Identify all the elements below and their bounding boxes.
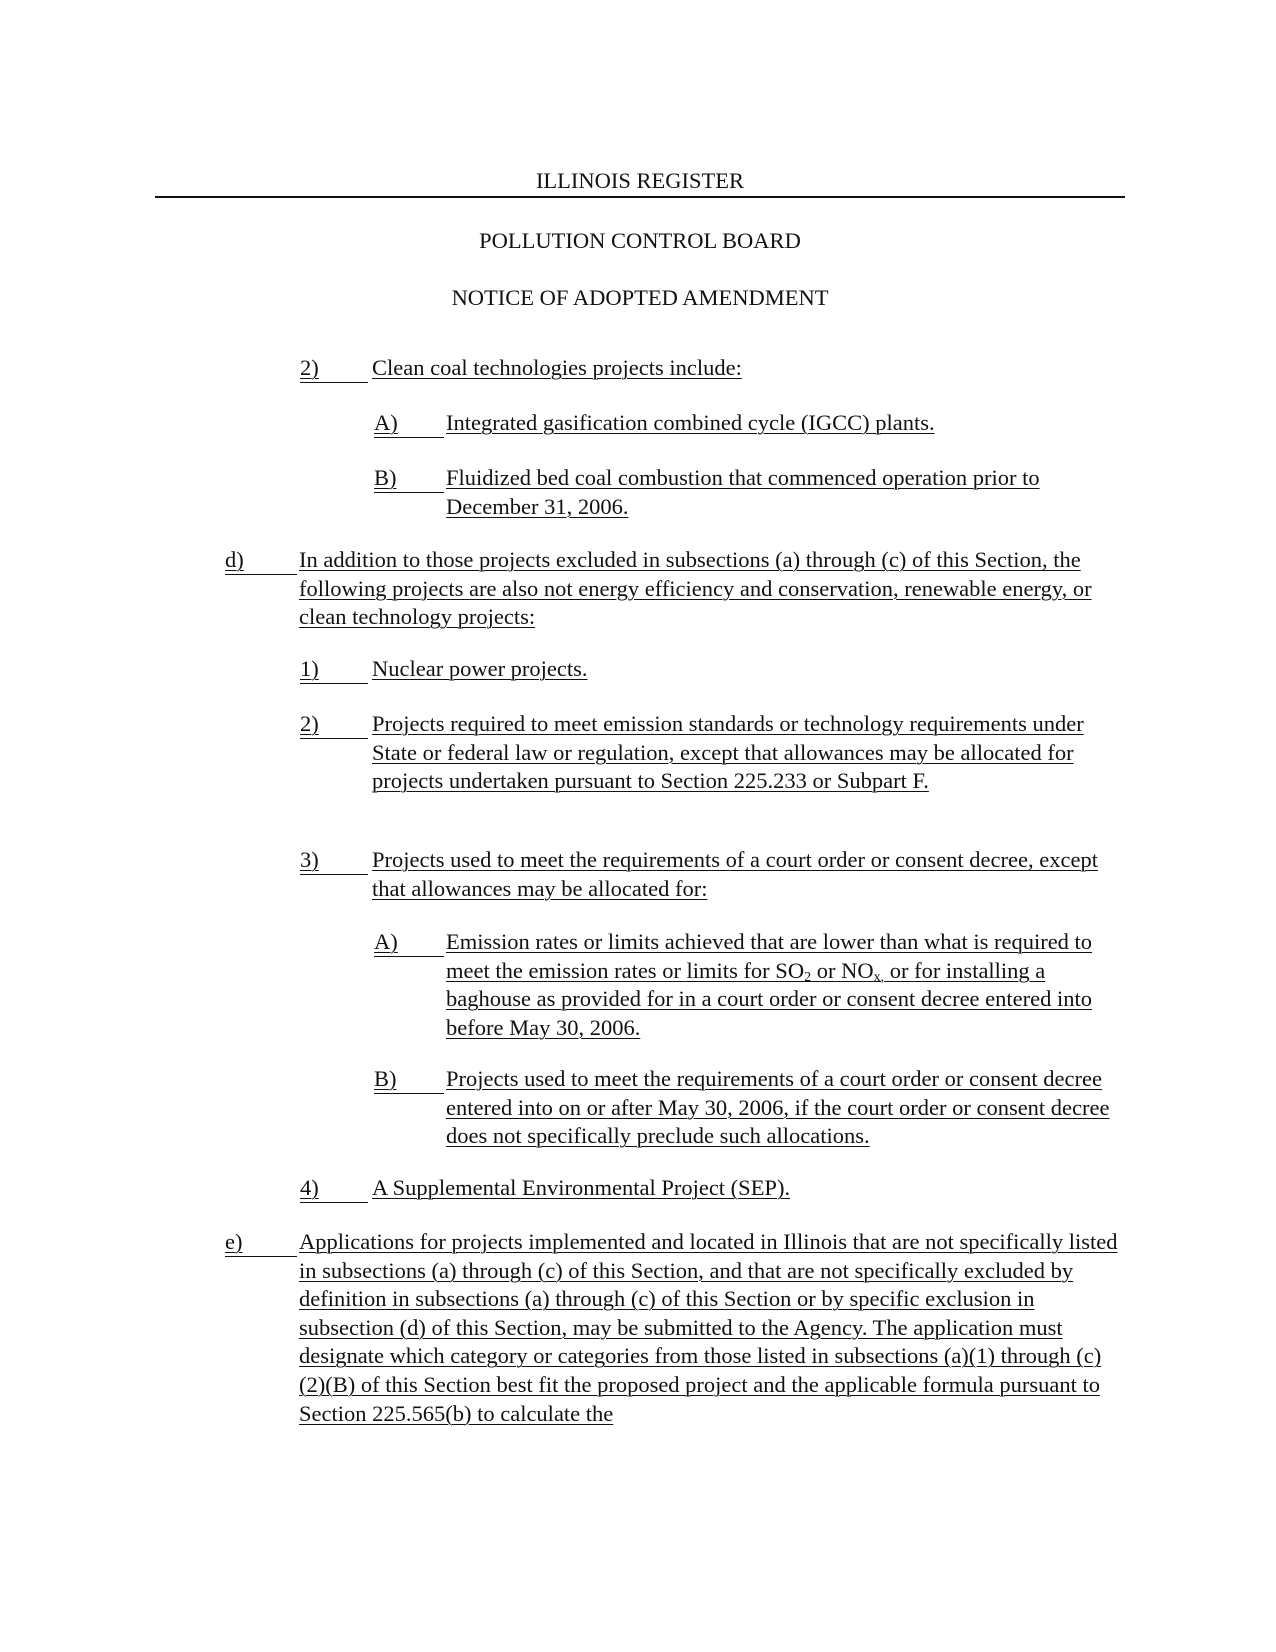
clause-text: Applications for projects implemented and located in Illinois that are not specifically listed in subsections (a) through (c) of this Section, and that are not specifically excluded by definition in subsections (a) through (c) of this Section or by specific exclusion in subsection (d) of this Section, may be submitted to the Agency. The application must designate which category or categories from those listed in subsections (a)(1) through (c)(2)(B) of this Section best fit the proposed project and the applicable formula pursuant to Section 225.565(b) to calculate the: [299, 1229, 1118, 1426]
clause-text: Projects required to meet emission standards or technology requirements under State or federal law or regulation, except that allowances may be allocated for projects undertaken pursuant to Section 225.233 or Subpart F.: [372, 711, 1084, 794]
notice-title: NOTICE OF ADOPTED AMENDMENT: [451, 285, 829, 310]
clause-label: B): [374, 1066, 397, 1091]
clause-text: Clean coal technologies projects include:: [372, 355, 742, 380]
clause-label: 2): [300, 355, 319, 380]
clause-label: d): [225, 547, 244, 572]
clause-text: A Supplemental Environmental Project (SEP).: [372, 1175, 791, 1200]
clause-label: A): [374, 410, 398, 435]
clause-label: 1): [300, 656, 319, 681]
clause-text: In addition to those projects excluded in subsections (a) through (c) of this Section, the following projects are also not energy efficiency and conservation, renewable energy, or clean technology projects:: [299, 547, 1092, 630]
clause-label: 3): [300, 847, 319, 872]
clause-text-part: or for installing a baghouse as provided for in a court order or consent decree entered into before May 30, 2006.: [446, 957, 1092, 1040]
clause-label: A): [374, 929, 398, 954]
clause-text-part: Emission rates or limits achieved that are lower than what is required to meet the emission rates or limits for SO: [446, 929, 1093, 983]
clause-label: e): [225, 1229, 243, 1254]
clause-label: 4): [300, 1175, 319, 1200]
register-title: ILLINOIS REGISTER: [535, 168, 745, 193]
clause-text: Nuclear power projects.: [372, 656, 588, 681]
clause-label: 2): [300, 711, 319, 736]
header-rule: [155, 196, 1125, 198]
clause-label: B): [374, 465, 397, 490]
subscript: x,: [873, 969, 885, 985]
clause-text: [446, 928, 1116, 1042]
clause-text: Projects used to meet the requirements of a court order or consent decree, except that allowances may be allocated for:: [372, 847, 1098, 901]
clause-text: Projects used to meet the requirements of a court order or consent decree entered into on or after May 30, 2006, if the court order or consent decree does not specifically preclude such allocations.: [446, 1066, 1110, 1149]
board-title: POLLUTION CONTROL BOARD: [479, 228, 801, 253]
subscript: 2: [804, 969, 812, 985]
clause-text: Integrated gasification combined cycle (IGCC) plants.: [446, 410, 935, 435]
clause-text-part: or NO: [811, 957, 874, 983]
clause-text: Fluidized bed coal combustion that commenced operation prior to December 31, 2006.: [446, 465, 1040, 519]
